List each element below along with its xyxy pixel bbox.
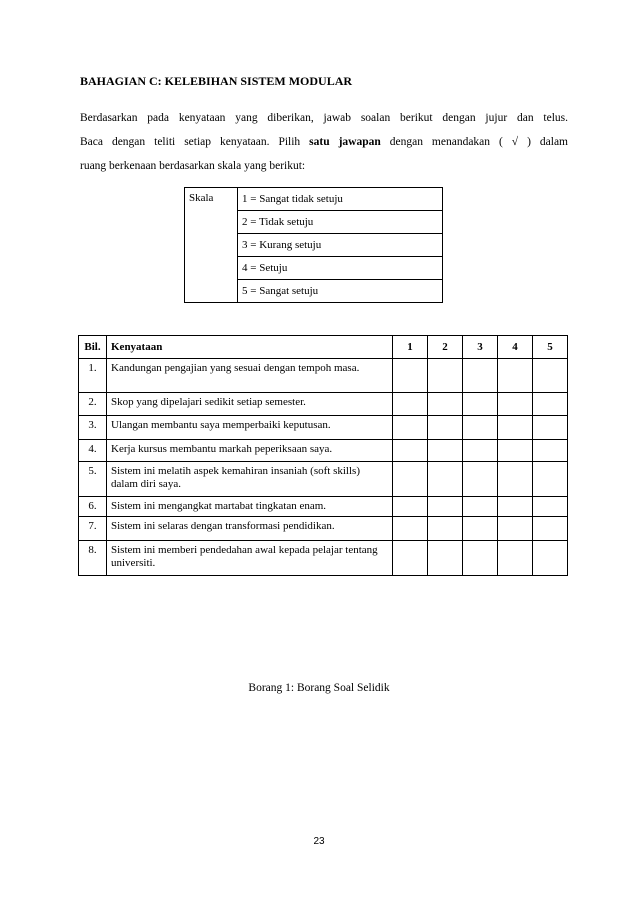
table-row — [79, 497, 568, 517]
header-scale-5: 5 — [533, 336, 568, 359]
answer-box-4[interactable] — [498, 393, 533, 416]
scale-item: 5 = Sangat setuju — [238, 280, 443, 303]
answer-box-5[interactable] — [533, 462, 568, 497]
table-row — [79, 440, 568, 462]
statement-text: Sistem ini selaras dengan transformasi pendidikan. — [107, 517, 393, 541]
scale-label: Skala — [185, 188, 238, 303]
answer-box-4[interactable] — [498, 541, 533, 576]
answer-box-2[interactable] — [428, 393, 463, 416]
answer-box-5[interactable] — [533, 440, 568, 462]
statement-text: Skop yang dipelajari sedikit setiap semester. — [107, 393, 393, 416]
scale-item: 4 = Setuju — [238, 257, 443, 280]
scale-row — [185, 188, 443, 211]
row-number: 8. — [79, 541, 107, 576]
answer-box-1[interactable] — [393, 393, 428, 416]
row-number: 7. — [79, 517, 107, 541]
answer-box-3[interactable] — [463, 359, 498, 393]
statement-text: Sistem ini memberi pendedahan awal kepada pelajar tentang universiti. — [107, 541, 393, 576]
section-heading: BAHAGIAN C: KELEBIHAN SISTEM MODULAR — [80, 74, 353, 88]
scale-table — [184, 187, 443, 303]
answer-box-2[interactable] — [428, 416, 463, 440]
row-number: 5. — [79, 462, 107, 497]
answer-box-1[interactable] — [393, 517, 428, 541]
table-row — [79, 517, 568, 541]
table-row — [79, 462, 568, 497]
table-row — [79, 393, 568, 416]
statement-text: Kandungan pengajian yang sesuai dengan tempoh masa. — [107, 359, 393, 393]
header-bil: Bil. — [79, 336, 107, 359]
survey-table — [78, 335, 568, 576]
answer-box-3[interactable] — [463, 393, 498, 416]
answer-box-5[interactable] — [533, 416, 568, 440]
answer-box-3[interactable] — [463, 517, 498, 541]
row-number: 6. — [79, 497, 107, 517]
answer-box-1[interactable] — [393, 440, 428, 462]
instructions-paragraph — [80, 106, 568, 178]
instructions-line-2 — [80, 130, 568, 154]
statement-text: Sistem ini melatih aspek kemahiran insaniah (soft skills) dalam diri saya. — [107, 462, 393, 497]
answer-box-2[interactable] — [428, 359, 463, 393]
answer-box-1[interactable] — [393, 497, 428, 517]
statement-text: Ulangan membantu saya memperbaiki keputusan. — [107, 416, 393, 440]
header-scale-3: 3 — [463, 336, 498, 359]
answer-box-4[interactable] — [498, 517, 533, 541]
instructions-line-2-end: dengan menandakan ( √ ) dalam — [380, 136, 568, 148]
answer-box-1[interactable] — [393, 416, 428, 440]
figure-caption: Borang 1: Borang Soal Selidik — [248, 682, 390, 694]
answer-box-3[interactable] — [463, 497, 498, 517]
instructions-line-3: ruang berkenaan berdasarkan skala yang berikut: — [80, 160, 306, 172]
answer-box-4[interactable] — [498, 497, 533, 517]
answer-box-5[interactable] — [533, 517, 568, 541]
header-kenyataan: Kenyataan — [107, 336, 393, 359]
answer-box-4[interactable] — [498, 416, 533, 440]
row-number: 1. — [79, 359, 107, 393]
table-row — [79, 359, 568, 393]
instructions-line-2-start: Baca dengan teliti setiap kenyataan. Pilih — [80, 136, 310, 148]
row-number: 4. — [79, 440, 107, 462]
survey-header-row — [79, 336, 568, 359]
header-scale-4: 4 — [498, 336, 533, 359]
statement-text: Sistem ini mengangkat martabat tingkatan enam. — [107, 497, 393, 517]
answer-box-2[interactable] — [428, 440, 463, 462]
table-row — [79, 416, 568, 440]
scale-item: 1 = Sangat tidak setuju — [238, 188, 443, 211]
answer-box-5[interactable] — [533, 541, 568, 576]
answer-box-1[interactable] — [393, 359, 428, 393]
answer-box-2[interactable] — [428, 517, 463, 541]
answer-box-2[interactable] — [428, 462, 463, 497]
row-number: 2. — [79, 393, 107, 416]
scale-item: 2 = Tidak setuju — [238, 211, 443, 234]
page-number: 23 — [313, 836, 325, 847]
statement-text: Kerja kursus membantu markah peperiksaan saya. — [107, 440, 393, 462]
answer-box-5[interactable] — [533, 359, 568, 393]
answer-box-3[interactable] — [463, 440, 498, 462]
instructions-line-1: Berdasarkan pada kenyataan yang diberikan, jawab soalan berikut dengan jujur dan telus. — [80, 112, 568, 124]
answer-box-2[interactable] — [428, 497, 463, 517]
answer-box-4[interactable] — [498, 440, 533, 462]
row-number: 3. — [79, 416, 107, 440]
instructions-emphasis: satu jawapan — [309, 136, 381, 148]
answer-box-4[interactable] — [498, 359, 533, 393]
answer-box-1[interactable] — [393, 541, 428, 576]
answer-box-5[interactable] — [533, 393, 568, 416]
header-scale-2: 2 — [428, 336, 463, 359]
header-scale-1: 1 — [393, 336, 428, 359]
scale-item: 3 = Kurang setuju — [238, 234, 443, 257]
answer-box-3[interactable] — [463, 541, 498, 576]
answer-box-4[interactable] — [498, 462, 533, 497]
answer-box-5[interactable] — [533, 497, 568, 517]
answer-box-3[interactable] — [463, 416, 498, 440]
answer-box-1[interactable] — [393, 462, 428, 497]
answer-box-2[interactable] — [428, 541, 463, 576]
answer-box-3[interactable] — [463, 462, 498, 497]
table-row — [79, 541, 568, 576]
